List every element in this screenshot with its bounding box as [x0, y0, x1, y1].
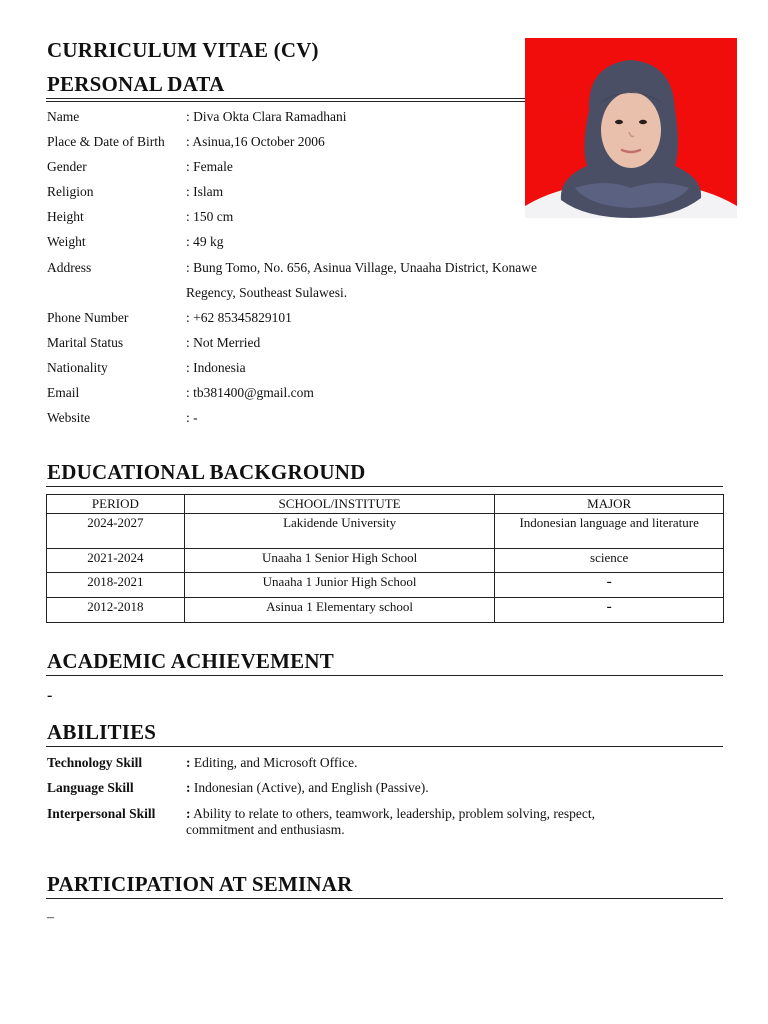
value-technology-skill: : Editing, and Microsoft Office.: [186, 755, 358, 770]
cell-major: Indonesian language and literature: [495, 514, 724, 549]
label-weight: Weight: [47, 234, 86, 249]
cell-period: 2012-2018: [47, 598, 185, 623]
cell-school: Asinua 1 Elementary school: [184, 598, 495, 623]
abilities-rule: [46, 746, 723, 747]
personal-data-rule: [46, 98, 525, 99]
table-row: [47, 573, 724, 598]
heading-academic: ACADEMIC ACHIEVEMENT: [47, 649, 334, 673]
value-name: : Diva Okta Clara Ramadhani: [186, 109, 347, 124]
label-email: Email: [47, 385, 80, 400]
profile-photo: [525, 38, 737, 218]
value-interpersonal-skill: : Ability to relate to others, teamwork, leadership, problem solving, respect,: [186, 806, 596, 821]
value-birth: : Asinua,16 October 2006: [186, 134, 325, 149]
education-table: [46, 494, 724, 623]
label-birth: Place & Date of Birth: [47, 134, 165, 149]
value-phone: : +62 85345829101: [186, 310, 292, 325]
value-website: : -: [186, 410, 198, 425]
cell-major: -: [495, 598, 724, 623]
cell-school: Unaaha 1 Junior High School: [184, 573, 495, 598]
cell-school: Unaaha 1 Senior High School: [184, 549, 495, 573]
cell-period: 2024-2027: [47, 514, 185, 549]
label-address: Address: [47, 260, 92, 275]
seminar-rule: [46, 898, 723, 899]
value-address-line2: Regency, Southeast Sulawesi.: [186, 285, 348, 300]
column-header-period: PERIOD: [47, 495, 185, 514]
label-technology-skill: Technology Skill: [47, 755, 143, 770]
seminar-value: –: [47, 910, 54, 925]
value-religion: : Islam: [186, 184, 224, 199]
value-weight: : 49 kg: [186, 234, 224, 249]
label-language-skill: Language Skill: [47, 780, 134, 795]
value-email: : tb381400@gmail.com: [186, 385, 314, 400]
education-rule: [46, 486, 723, 487]
cell-period: 2021-2024: [47, 549, 185, 573]
label-name: Name: [47, 109, 80, 124]
portrait-image: [525, 38, 737, 218]
heading-seminar: PARTICIPATION AT SEMINAR: [47, 872, 353, 896]
cell-major: science: [495, 549, 724, 573]
cell-school: Lakidende University: [184, 514, 495, 549]
label-religion: Religion: [47, 184, 94, 199]
table-row: [47, 549, 724, 573]
education-header-row: [47, 495, 724, 514]
heading-personal-data: PERSONAL DATA: [47, 72, 225, 96]
heading-education: EDUCATIONAL BACKGROUND: [47, 460, 366, 484]
value-language-skill: : Indonesian (Active), and English (Passive).: [186, 780, 429, 795]
label-phone: Phone Number: [47, 310, 129, 325]
table-row: [47, 598, 724, 623]
label-marital: Marital Status: [47, 335, 124, 350]
value-marital: : Not Merried: [186, 335, 261, 350]
label-gender: Gender: [47, 159, 87, 174]
academic-rule: [46, 675, 723, 676]
cell-period: 2018-2021: [47, 573, 185, 598]
table-row: [47, 514, 724, 549]
academic-value: -: [47, 687, 53, 704]
cv-title: CURRICULUM VITAE (CV): [47, 38, 319, 62]
cell-major: -: [495, 573, 724, 598]
value-address: : Bung Tomo, No. 656, Asinua Village, Unaaha District, Konawe: [186, 260, 537, 275]
heading-abilities: ABILITIES: [47, 720, 157, 744]
column-header-major: MAJOR: [495, 495, 724, 514]
column-header-school: SCHOOL/INSTITUTE: [184, 495, 495, 514]
value-gender: : Female: [186, 159, 233, 174]
label-interpersonal-skill: Interpersonal Skill: [47, 806, 156, 821]
value-nationality: : Indonesia: [186, 360, 246, 375]
label-height: Height: [47, 209, 84, 224]
value-interpersonal-line2: commitment and enthusiasm.: [186, 822, 345, 837]
value-height: : 150 cm: [186, 209, 234, 224]
label-nationality: Nationality: [47, 360, 108, 375]
label-website: Website: [47, 410, 91, 425]
